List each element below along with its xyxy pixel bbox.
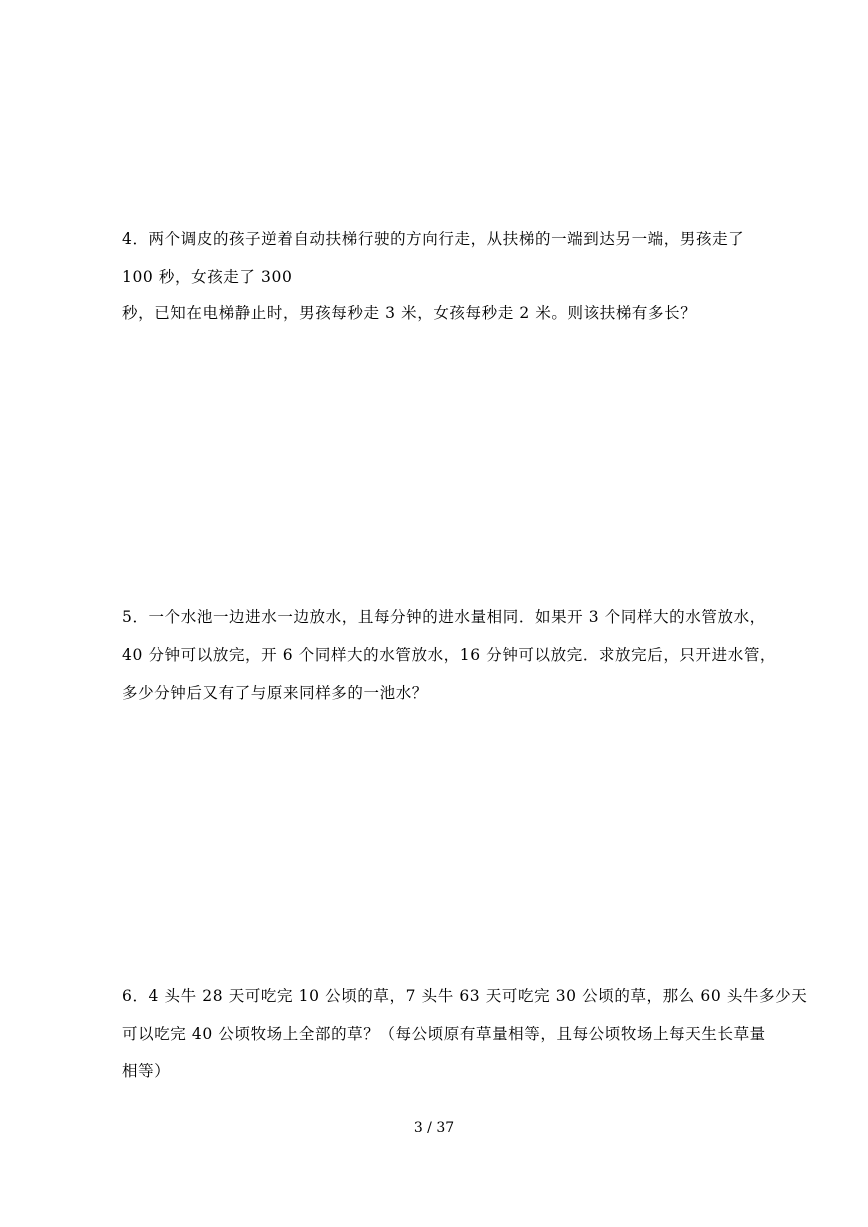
- question-6-line-1: 6．4 头牛 28 天可吃完 10 公顷的草，7 头牛 63 天可吃完 30 公顷的草，那么 60 头牛多少天: [122, 987, 808, 1005]
- question-4-line-2: 100 秒，女孩走了 300: [122, 268, 293, 286]
- question-6-line-2: 可以吃完 40 公顷牧场上全部的草？（每公顷原有草量相等，且每公顷牧场上每天生长草量: [122, 1025, 766, 1043]
- question-5-line-1: 5．一个水池一边进水一边放水，且每分钟的进水量相同．如果开 3 个同样大的水管放水，: [122, 608, 766, 626]
- question-5-line-2: 40 分钟可以放完，开 6 个同样大的水管放水，16 分钟可以放完．求放完后，只开进水管，: [122, 646, 777, 664]
- question-4-line-1: 4．两个调皮的孩子逆着自动扶梯行驶的方向行走，从扶梯的一端到达另一端，男孩走了: [122, 230, 745, 248]
- page-number: 3 / 37: [413, 1120, 455, 1136]
- question-6-line-3: 相等）: [122, 1062, 171, 1080]
- question-4-line-3: 秒，已知在电梯静止时，男孩每秒走 3 米，女孩每秒走 2 米。则该扶梯有多长？: [122, 304, 697, 322]
- question-5-line-3: 多少分钟后又有了与原来同样多的一池水？: [122, 684, 428, 702]
